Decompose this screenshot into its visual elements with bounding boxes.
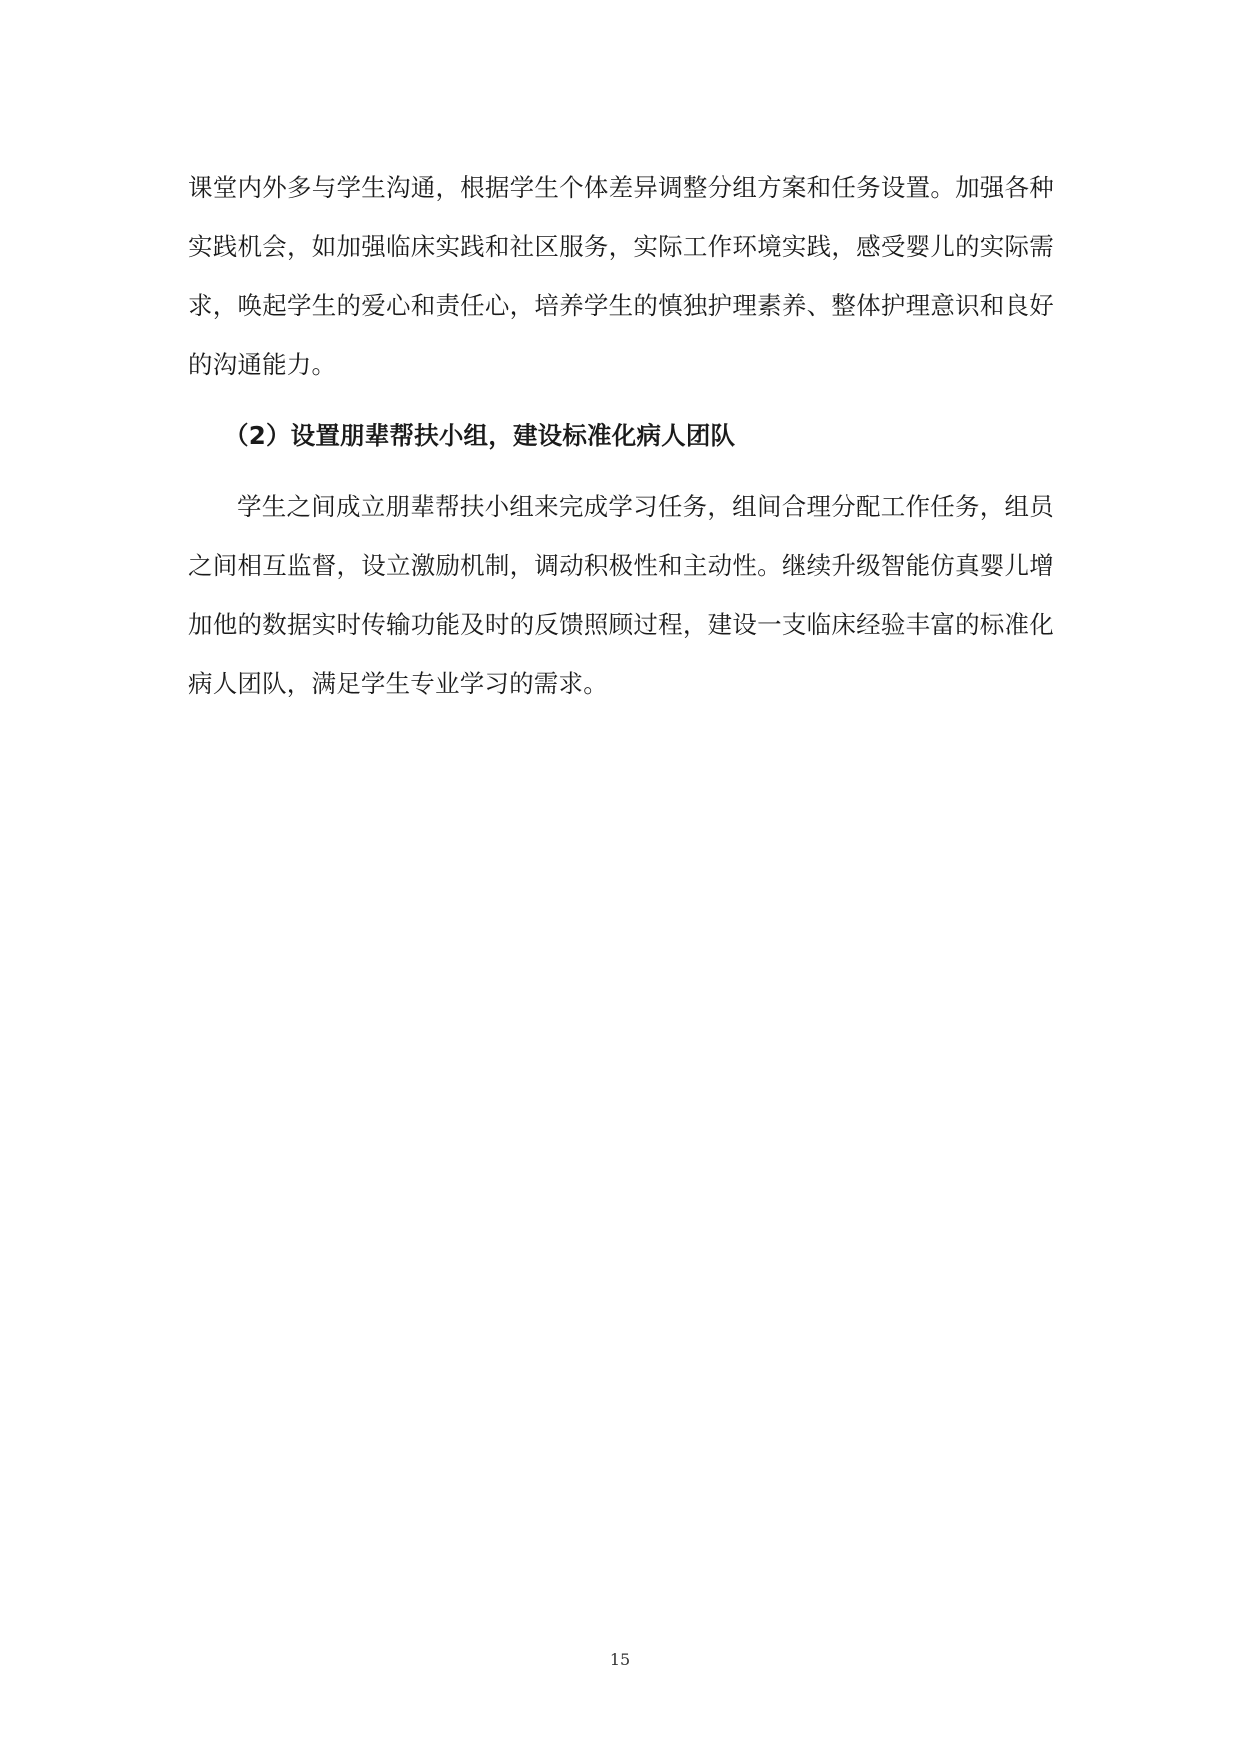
- page-number: 15: [609, 1650, 631, 1669]
- page-content: [188, 158, 1054, 713]
- section-heading: （2）设置朋辈帮扶小组，建设标准化病人团队: [224, 421, 736, 450]
- section-paragraph: 学生之间成立朋辈帮扶小组来完成学习任务，组间合理分配工作任务，组员之间相互监督，设立激励机制，调动积极性和主动性。继续升级智能仿真婴儿增加他的数据实时传输功能及时的反馈照顾过程，建设一支临床经验丰富的标准化病人团队，满足学生专业学习的需求。: [188, 492, 1054, 698]
- continued-paragraph: 课堂内外多与学生沟通，根据学生个体差异调整分组方案和任务设置。加强各种实践机会，如加强临床实践和社区服务，实际工作环境实践，感受婴儿的实际需求，唤起学生的爱心和责任心，培养学生的慎独护理素养、整体护理意识和良好的沟通能力。: [188, 173, 1054, 379]
